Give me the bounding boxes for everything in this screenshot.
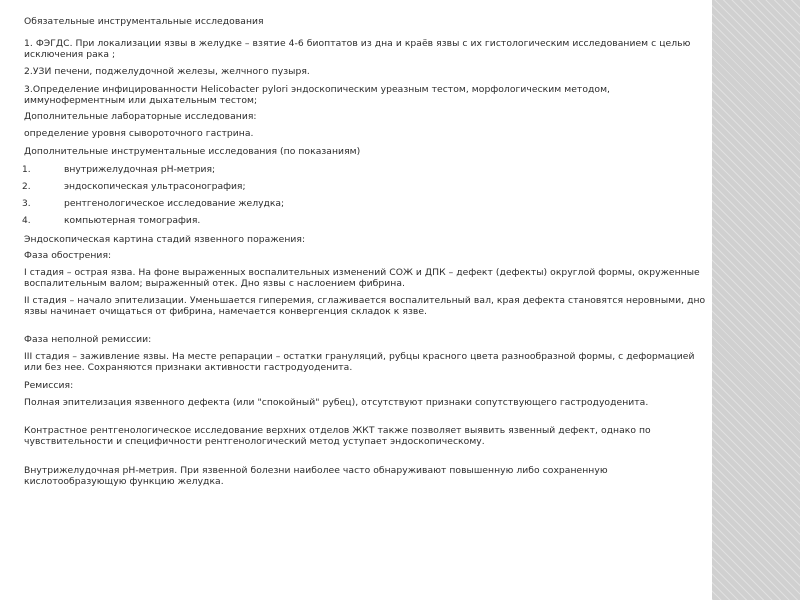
list-item-text: рентгенологическое исследование желудка; <box>64 198 285 209</box>
heading-mandatory-instrumental: Обязательные инструментальные исследования <box>24 16 264 27</box>
paragraph-stage-1: I стадия – острая язва. На фоне выраженных воспалительных изменений СОЖ и ДПК – дефект (дефекты) округлой формы, окруженные воспалительным валом; выраженный отек. Дно язвы с наслоением фибрина. <box>24 267 700 289</box>
paragraph-contrast-xray: Контрастное рентгенологическое исследование верхних отделов ЖКТ также позволяет выявить язвенный дефект, однако по чувствительности и специфичности рентгенологический метод уступает эндоскопическому. <box>24 425 651 447</box>
heading-additional-lab: Дополнительные лабораторные исследования: <box>24 111 257 122</box>
list-item-number: 4. <box>22 216 31 226</box>
heading-remission: Ремиссия: <box>24 380 74 391</box>
decorative-side-stripe <box>712 0 800 600</box>
heading-exacerbation-phase: Фаза обострения: <box>24 250 112 261</box>
paragraph-helicobacter: 3.Определение инфицированности Helicobacter pylori эндоскопическим уреазным тестом, морфологическим методом, иммуноферментным или дыхательным тестом; <box>24 84 611 106</box>
list-item-text: компьютерная томография. <box>64 215 201 226</box>
list-item-text: внутрижелудочная рН-метрия; <box>64 164 216 175</box>
paragraph-stage-3: III стадия – заживление язвы. На месте репарации – остатки грануляций, рубцы красного цвета разнообразной формы, с деформацией или без нее. Сохраняются признаки активности гастродуоденита. <box>24 351 695 373</box>
paragraph-full-epithelization: Полная эпителизация язвенного дефекта (или "спокойный" рубец), отсутствуют признаки сопутствующего гастродуоденита. <box>24 397 649 408</box>
heading-endoscopic-picture: Эндоскопическая картина стадий язвенного поражения: <box>24 234 306 245</box>
paragraph-ph-metry: Внутрижелудочная рН-метрия. При язвенной болезни наиболее часто обнаруживают повышенную либо сохраненную кислотообразующую функцию желудка. <box>24 465 608 487</box>
heading-additional-instrumental: Дополнительные инструментальные исследования (по показаниям) <box>24 146 361 157</box>
heading-incomplete-remission: Фаза неполной ремиссии: <box>24 334 152 345</box>
paragraph-stage-2: II стадия – начало эпителизации. Уменьшается гиперемия, сглаживается воспалительный вал, края дефекта становятся неровными, дно язвы начинает очищаться от фибрина, намечается конвергенция складок к язве. <box>24 295 706 317</box>
list-item-number: 2. <box>22 182 31 192</box>
paragraph-gastrin: определение уровня сывороточного гастрина. <box>24 128 254 139</box>
paragraph-fegds: 1. ФЭГДС. При локализации язвы в желудке – взятие 4-6 биоптатов из дна и краёв язвы с их гистологическим исследованием с целью исключения рака ; <box>24 38 691 60</box>
list-item-number: 3. <box>22 199 31 209</box>
list-item-number: 1. <box>22 165 31 175</box>
list-item-text: эндоскопическая ультрасонография; <box>64 181 246 192</box>
paragraph-uzi: 2.УЗИ печени, поджелудочной железы, желчного пузыря. <box>24 66 310 77</box>
